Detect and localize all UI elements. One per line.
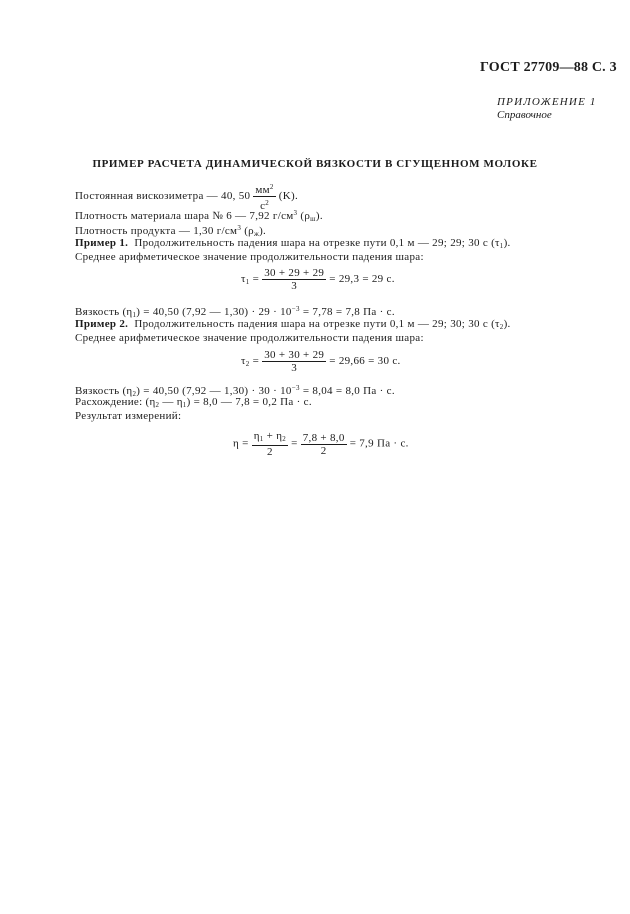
ball-density-exp: 3 (293, 209, 298, 217)
result-fraction-1-num (252, 430, 288, 446)
example1-formula-lhs-sub: 1 (245, 278, 250, 287)
product-density-symbol: (ρ (244, 225, 254, 237)
ball-density-end: ). (315, 210, 323, 222)
discrepancy-mid: — η (162, 396, 183, 408)
result-fraction-1 (252, 430, 288, 458)
example1-fraction (262, 267, 326, 292)
example1-mean-label: Среднее арифметическое значение продолжительности падения шара: (75, 251, 424, 263)
result-fraction-2 (301, 432, 347, 457)
example2-text-sub: 2 (499, 323, 504, 331)
viscometer-unit-num-exp: 2 (269, 183, 274, 191)
example2-viscosity-end: = 8,04 = 8,0 Па · с. (302, 385, 395, 397)
result-num1-a-sub: 1 (259, 435, 264, 443)
example2-viscosity-mid: ) = 40,50 (7,92 — 1,30) · 30 · 10 (136, 385, 292, 397)
ball-density-sub: ш (310, 215, 316, 223)
discrepancy-sub-a: 2 (155, 401, 160, 409)
result-eq2: = (291, 437, 298, 450)
example2-formula-result: = 29,66 = 30 с. (329, 355, 401, 368)
product-density-exp: 3 (237, 224, 242, 232)
result-final: = 7,9 Па · с. (349, 437, 409, 450)
example2-mean-label: Среднее арифметическое значение продолжительности падения шара: (75, 332, 424, 344)
result-eq1: = (242, 437, 249, 450)
example1-viscosity-sub: 1 (132, 311, 137, 319)
appendix-label: ПРИЛОЖЕНИЕ 1 (497, 96, 597, 108)
ball-density-symbol: (ρ (300, 210, 311, 222)
example2-fraction-num: 30 + 30 + 29 (264, 349, 325, 361)
example1-formula-lhs: τ (241, 273, 246, 286)
discrepancy-prefix: Расхождение: (η (75, 396, 156, 408)
result-num1-plus: + (266, 430, 274, 442)
page-title: ПРИМЕР РАСЧЕТА ДИНАМИЧЕСКОЙ ВЯЗКОСТИ В СГУЩЕННОМ МОЛОКЕ (92, 158, 538, 170)
discrepancy-sub-b: 1 (182, 401, 187, 409)
example1-label: Пример 1. (75, 237, 129, 249)
document-header: ГОСТ 27709—88 С. 3 (480, 60, 617, 75)
example1-viscosity-exp: −3 (291, 305, 300, 313)
example2-viscosity-exp: −3 (291, 384, 300, 392)
example2-fraction (262, 349, 326, 374)
ball-density-text: Плотность материала шара № 6 — 7,92 г/см (75, 210, 294, 222)
example2-viscosity-prefix: Вязкость (η (75, 385, 133, 397)
appendix-status: Справочное (497, 109, 552, 121)
example1-viscosity-prefix: Вязкость (η (75, 306, 133, 318)
viscometer-unit-num: мм (255, 184, 270, 196)
example2-formula (241, 349, 401, 374)
example1-viscosity-end: = 7,78 = 7,8 Па · с. (302, 306, 395, 318)
example1-formula-result: = 29,3 = 29 с. (329, 273, 395, 286)
example2-formula-eq: = (252, 355, 260, 368)
result-num1-a: η (253, 430, 260, 442)
example1-viscosity-mid: ) = 40,50 (7,92 — 1,30) · 29 · 10 (136, 306, 292, 318)
example1-fraction-den: 3 (291, 280, 298, 292)
result-fraction-1-den: 2 (266, 446, 273, 458)
example2-fraction-den: 3 (291, 362, 298, 374)
result-lhs: η (233, 437, 240, 450)
example1-text: Продолжительность падения шара на отрезке пути 0,1 м — 29; 29; 30 с (τ (134, 237, 500, 249)
viscometer-prefix: Постоянная вискозиметра — 40, 50 (75, 190, 251, 203)
result-fraction-2-num: 7,8 + 8,0 (302, 431, 345, 444)
discrepancy-end: ) = 8,0 — 7,8 = 0,2 Па · с. (186, 396, 312, 408)
viscometer-unit-den-exp: 2 (265, 199, 270, 207)
product-density-sub: ж (253, 230, 260, 238)
result-num1-b: η (276, 430, 283, 442)
result-formula (233, 430, 409, 458)
example1-formula-eq: = (252, 273, 260, 286)
example2-text-end: ). (503, 318, 511, 330)
viscometer-suffix: (K). (278, 190, 299, 203)
example2-label: Пример 2. (75, 318, 129, 330)
viscometer-unit-den: с (260, 200, 266, 212)
result-num1-b-sub: 2 (282, 435, 287, 443)
example2-text: Продолжительность падения шара на отрезке пути 0,1 м — 29; 30; 30 с (τ (134, 318, 500, 330)
example1-text-end: ). (503, 237, 511, 249)
example1-text-sub: 1 (499, 242, 504, 250)
result-fraction-2-den: 2 (320, 444, 327, 457)
product-density-end: ). (259, 225, 267, 237)
example2-formula-lhs-sub: 2 (245, 360, 250, 369)
example1-formula (241, 267, 395, 292)
example2-viscosity-sub: 2 (132, 390, 137, 398)
example2-formula-lhs: τ (241, 355, 246, 368)
result-label: Результат измерений: (75, 410, 182, 422)
example1-fraction-num: 30 + 29 + 29 (264, 267, 325, 279)
product-density-text: Плотность продукта — 1,30 г/см (75, 225, 238, 237)
